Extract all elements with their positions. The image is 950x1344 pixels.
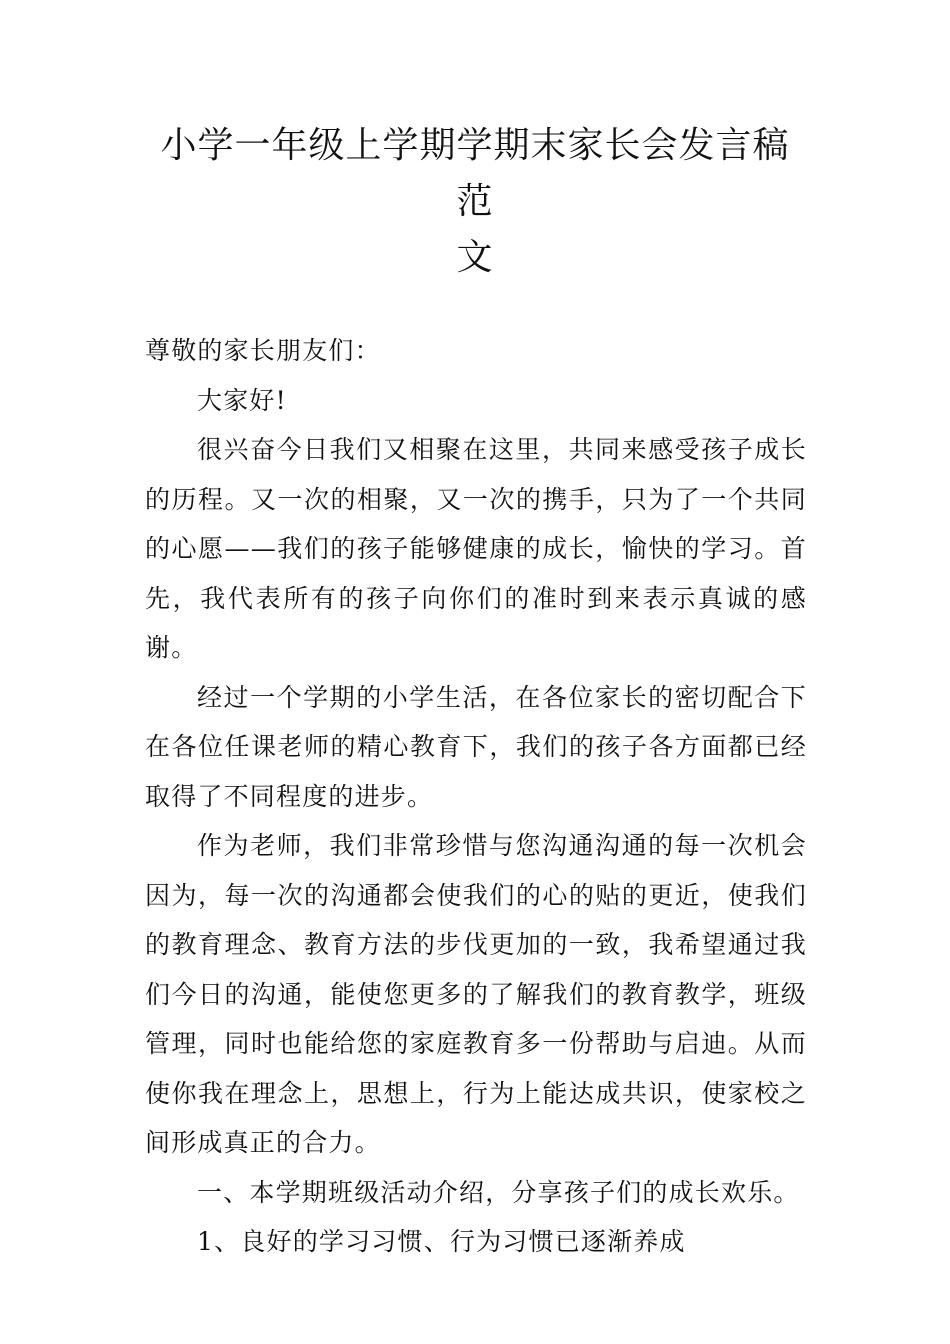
document-title xyxy=(145,118,805,286)
salutation: 尊敬的家长朋友们： xyxy=(145,336,381,365)
paragraph-2: 经过一个学期的小学生活，在各位家长的密切配合下在各位任课老师的精心教育下，我们的孩子各方面都已经取得了不同程度的进步。 xyxy=(145,682,807,811)
title-line-2: 文 xyxy=(456,237,494,278)
subsection-heading-1: 1、良好的学习习惯、行为习惯已逐渐养成 xyxy=(197,1227,686,1256)
document-body xyxy=(145,326,807,1267)
paragraph-3: 作为老师，我们非常珍惜与您沟通沟通的每一次机会因为，每一次的沟通都会使我们的心的贴的更近，使我们的教育理念、教育方法的步伐更加的一致，我希望通过我们今日的沟通，能使您更多的了解我们的教育教学，班级管理，同时也能给您的家庭教育多一份帮助与启迪。从而使你我在理念上，思想上，行为上能达成共识，使家校之间形成真正的合力。 xyxy=(145,831,807,1157)
title-line-1: 小学一年级上学期学期末家长会发言稿范 xyxy=(160,125,790,222)
paragraph-greeting: 大家好! xyxy=(197,385,287,415)
paragraph-1: 很兴奋今日我们又相聚在这里，共同来感受孩子成长的历程。又一次的相聚，又一次的携手，只为了一个共同的心愿——我们的孩子能够健康的成长，愉快的学习。首先，我代表所有的孩子向你们的准时到来表示真诚的感谢。 xyxy=(145,435,807,662)
section-heading-1: 一、本学期班级活动介绍，分享孩子们的成长欢乐。 xyxy=(197,1177,800,1207)
